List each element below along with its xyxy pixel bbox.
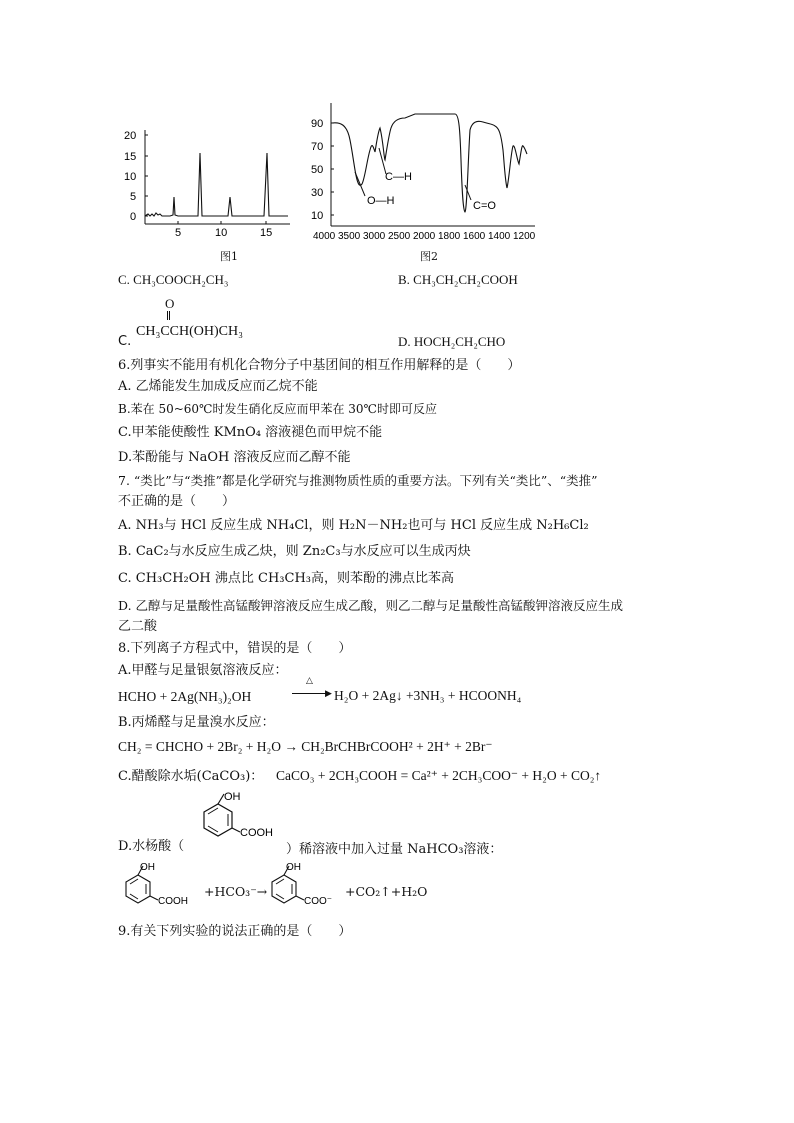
q7-option-c: C. CH₃CH₂OH 沸点比 CH₃CH₃高，则苯酚的沸点比苯高 bbox=[118, 571, 454, 586]
q5-option-c2-prefix: C. bbox=[118, 334, 132, 349]
fig2-xtick-1200: 1200 bbox=[513, 231, 536, 242]
fig1-ytick-15: 15 bbox=[124, 151, 137, 163]
q6-stem: 6.列事实不能用有机化合物分子中基团间的相互作用解释的是（ ） bbox=[118, 358, 521, 373]
q7-option-d-line1: D. 乙醇与足量酸性高锰酸钾溶液反应生成乙酸，则乙二醇与足量酸性高锰酸钾溶液反应生成 bbox=[118, 598, 624, 613]
fig2-ch-label: C—H bbox=[385, 171, 412, 183]
figure2-ir-spectrum bbox=[305, 100, 550, 245]
fig2-xtick-3500: 3500 bbox=[338, 231, 361, 242]
fig2-ytick-70: 70 bbox=[311, 141, 324, 153]
fig2-ytick-10: 10 bbox=[311, 210, 324, 222]
fig2-xtick-2000: 2000 bbox=[413, 231, 436, 242]
q6-option-b: B.苯在 50~60℃时发生硝化反应而甲苯在 30℃时即可反应 bbox=[118, 402, 437, 416]
q7-option-d-line2: 乙二酸 bbox=[118, 619, 158, 634]
fig1-xtick-10: 10 bbox=[215, 227, 228, 239]
q7-stem-line1: 7. “类比”与“类推”都是化学研究与推测物质性质的重要方法。下列有关“类比”、“类推” bbox=[118, 473, 598, 488]
fig2-oh-label: O—H bbox=[367, 195, 395, 207]
q8-option-d-products: +CO₂↑+H₂O bbox=[345, 884, 428, 899]
reactant-cooh-label: COOH bbox=[158, 896, 188, 907]
figure1-label: 图1 bbox=[220, 250, 238, 263]
q8-option-a-eq-right: H₂O + 2Ag↓ +3NH₃ + HCOONH₄ bbox=[334, 688, 522, 703]
reactant-oh-label: OH bbox=[140, 862, 155, 873]
fig1-ytick-20: 20 bbox=[124, 130, 137, 142]
product-coo-label: COO⁻ bbox=[304, 896, 333, 907]
q8-option-a-eq-left: HCHO + 2Ag(NH₃)₂OH bbox=[118, 689, 252, 704]
heat-symbol: △ bbox=[306, 676, 313, 686]
fig2-xtick-1600: 1600 bbox=[463, 231, 486, 242]
q8-option-b-eq: CH₂ = CHCHO + 2Br₂ + H₂O → CH₂BrCHBrCOOH² + 2H⁺ + 2Br⁻ bbox=[118, 739, 493, 754]
fig2-xtick-1800: 1800 bbox=[438, 231, 461, 242]
q7-option-b: B. CaC₂与水反应生成乙炔，则 Zn₂C₃与水反应可以生成丙炔 bbox=[118, 544, 471, 559]
salicylic-oh-label: OH bbox=[224, 791, 241, 803]
q5-option-d: D. HOCH₂CH₂CHO bbox=[398, 334, 506, 349]
q5-option-c2-double-bond bbox=[167, 311, 170, 320]
fig2-ir-curve bbox=[332, 114, 527, 212]
q5-option-c1: C. CH₃COOCH₂CH₃ bbox=[118, 272, 229, 287]
q8-option-d-hco3: +HCO₃⁻→ bbox=[204, 884, 268, 899]
fig1-xtick-15: 15 bbox=[260, 227, 273, 239]
salicylic-acid-structure bbox=[186, 790, 286, 852]
fig2-ytick-50: 50 bbox=[311, 164, 324, 176]
q8-option-c-label: C.醋酸除水垢(CaCO₃)： bbox=[118, 769, 264, 784]
q8-option-d-label: D.水杨酸（ bbox=[118, 839, 185, 854]
fig2-xtick-2500: 2500 bbox=[388, 231, 411, 242]
q8-option-a-label: A.甲醛与足量银氨溶液反应： bbox=[118, 663, 288, 678]
fig1-xtick-5: 5 bbox=[175, 227, 182, 239]
fig2-co-label: C=O bbox=[473, 200, 496, 212]
q6-option-d: D.苯酚能与 NaOH 溶液反应而乙醇不能 bbox=[118, 450, 351, 465]
product-oh-label: OH bbox=[286, 862, 301, 873]
q8-option-c-eq: CaCO₃ + 2CH₃COOH = Ca²⁺ + 2CH₃COO⁻ + H₂O + CO₂↑ bbox=[276, 768, 602, 783]
q7-option-a: A. NH₃与 HCl 反应生成 NH₄Cl，则 H₂N－NH₂也可与 HCl 反应生成 N₂H₆Cl₂ bbox=[118, 518, 589, 533]
salicylic-acid-reactant bbox=[118, 860, 208, 918]
fig2-xtick-1400: 1400 bbox=[488, 231, 511, 242]
q6-option-c: C.甲苯能使酸性 KMnO₄ 溶液褪色而甲烷不能 bbox=[118, 425, 383, 440]
q8-option-a-heat-arrow: △ ▶ bbox=[292, 684, 332, 698]
q8-option-d-label-after: ）稀溶液中加入过量 NaHCO₃溶液： bbox=[286, 842, 503, 857]
fig1-ytick-0: 0 bbox=[130, 211, 137, 223]
q5-option-b: B. CH₃CH₂CH₂COOH bbox=[398, 272, 518, 287]
fig2-xtick-4000: 4000 bbox=[313, 231, 336, 242]
q5-option-c2-o: O bbox=[165, 296, 175, 311]
q6-option-a: A. 乙烯能发生加成反应而乙烷不能 bbox=[118, 379, 318, 394]
figure2-label: 图2 bbox=[420, 250, 438, 263]
fig2-xtick-3000: 3000 bbox=[363, 231, 386, 242]
q9-stem: 9.有关下列实验的说法正确的是（ ） bbox=[118, 924, 352, 939]
fig1-ytick-10: 10 bbox=[124, 171, 137, 183]
fig2-ytick-30: 30 bbox=[311, 187, 324, 199]
q8-option-b-label: B.丙烯醛与足量溴水反应： bbox=[118, 715, 275, 730]
salicylic-cooh-label: COOH bbox=[240, 827, 273, 839]
fig2-ytick-90: 90 bbox=[311, 118, 324, 130]
q5-option-c2-formula: CH₃CCH(OH)CH₃ bbox=[136, 324, 243, 339]
fig1-spectrum-line bbox=[145, 153, 288, 216]
q7-stem-line2: 不正确的是（ ） bbox=[118, 494, 236, 509]
fig1-ytick-5: 5 bbox=[130, 191, 137, 203]
figure1-mass-spectrum bbox=[118, 125, 298, 240]
q8-stem: 8.下列离子方程式中，错误的是（ ） bbox=[118, 641, 352, 656]
